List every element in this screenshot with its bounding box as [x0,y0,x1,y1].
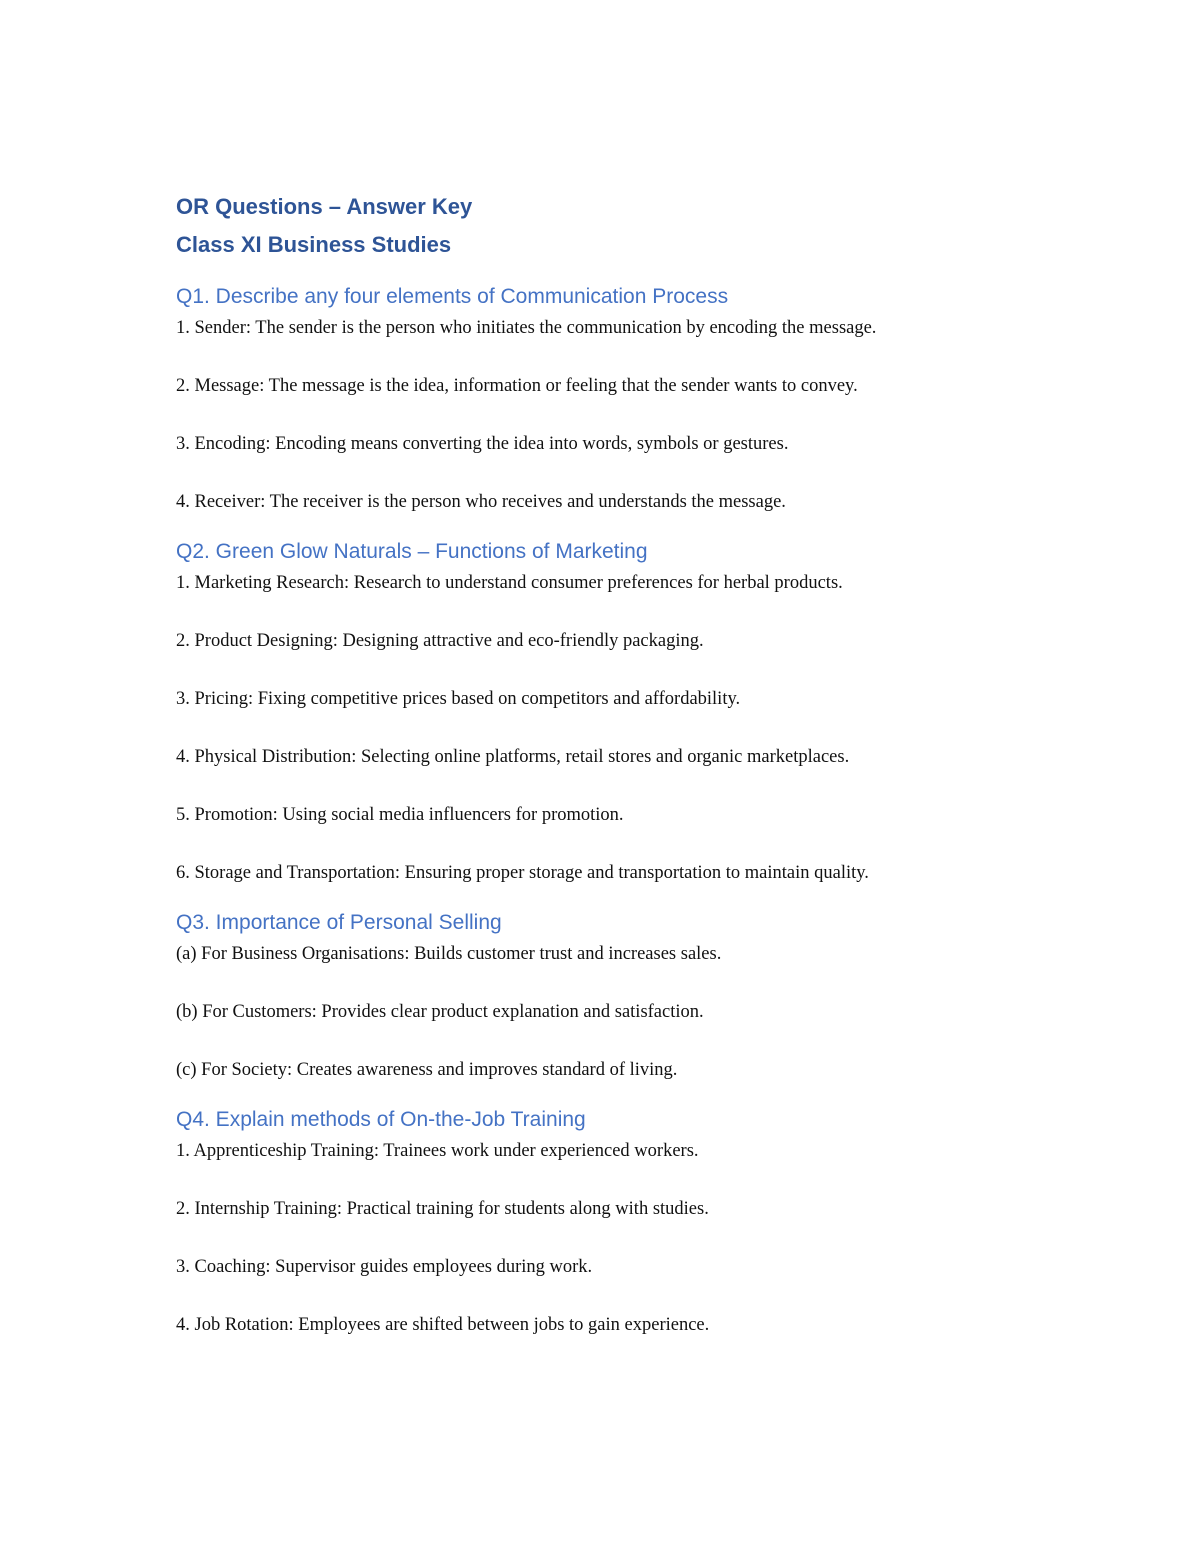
answer-item: (c) For Society: Creates awareness and improves standard of living. [176,1060,678,1080]
answer-item: 2. Message: The message is the idea, information or feeling that the sender wants to convey. [176,376,858,396]
answer-item: 3. Coaching: Supervisor guides employees during work. [176,1257,593,1277]
answer-item: (a) For Business Organisations: Builds customer trust and increases sales. [176,944,722,964]
answer-item: 3. Encoding: Encoding means converting the idea into words, symbols or gestures. [176,434,789,454]
answer-item: 6. Storage and Transportation: Ensuring proper storage and transportation to maintain quality. [176,863,869,883]
answer-item: 3. Pricing: Fixing competitive prices based on competitors and affordability. [176,689,741,709]
answer-item: 1. Apprenticeship Training: Trainees work under experienced workers. [176,1141,699,1161]
section-heading: Q1. Describe any four elements of Communication Process [176,285,729,308]
answer-item: 4. Receiver: The receiver is the person who receives and understands the message. [176,492,786,512]
answer-item: 5. Promotion: Using social media influencers for promotion. [176,805,624,825]
section-heading: Q4. Explain methods of On-the-Job Training [176,1108,586,1131]
document-page [176,188,1036,1360]
answer-item: 4. Physical Distribution: Selecting online platforms, retail stores and organic marketplaces. [176,747,850,767]
section-heading: Q3. Importance of Personal Selling [176,911,502,934]
document-title: OR Questions – Answer Key [176,194,473,219]
section-q2 [176,537,1036,888]
answer-item: (b) For Customers: Provides clear product explanation and satisfaction. [176,1002,704,1022]
answer-item: 1. Sender: The sender is the person who initiates the communication by encoding the message. [176,318,877,338]
section-q4 [176,1105,1036,1340]
answer-item: 2. Internship Training: Practical training for students along with studies. [176,1199,709,1219]
title-spacer [176,264,1036,282]
section-heading: Q2. Green Glow Naturals – Functions of Marketing [176,540,648,563]
section-q3 [176,908,1036,1085]
answer-item: 2. Product Designing: Designing attractive and eco-friendly packaging. [176,631,704,651]
answer-item: 1. Marketing Research: Research to understand consumer preferences for herbal products. [176,573,843,593]
answer-item: 4. Job Rotation: Employees are shifted between jobs to gain experience. [176,1315,710,1335]
document-subtitle: Class XI Business Studies [176,232,452,257]
section-q1 [176,282,1036,517]
